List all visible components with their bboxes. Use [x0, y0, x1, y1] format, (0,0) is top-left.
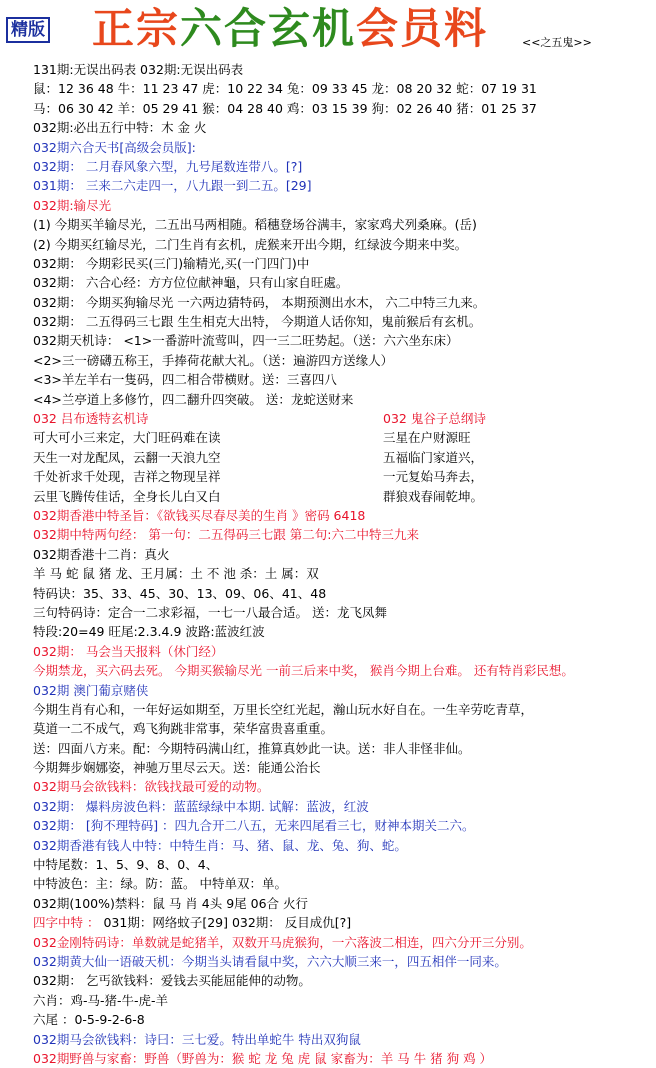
text-line: 032期(100%)禁料：鼠 马 肖 4头 9尾 06合 火行	[33, 895, 309, 911]
text-line: 特段:20=49 旺尾:2.3.4.9 波路:蓝波红波	[33, 624, 265, 640]
text-line: 鼠：12 36 48 牛：11 23 47 虎：10 22 34 兔：09 33 45 龙：08 20 32 蛇：07 19 31	[33, 81, 537, 97]
text-line: 032期:必出五行中特：木 金 火	[33, 120, 207, 136]
text-line: 032期： 乞丐欲钱料：爱钱去买能屈能伸的动物。	[33, 973, 311, 989]
text-line: 六尾 ：0-5-9-2-6-8	[33, 1012, 145, 1028]
text-line	[33, 487, 653, 506]
text-line: 羊 马 蛇 鼠 猪 龙、王月属：土 不 池 杀：土 属：双	[33, 566, 319, 582]
text-line: <4>兰亭道上多修竹，四二翻升四突破。 送：龙蛇送财来	[33, 391, 354, 407]
text-line: 今期生肖有心和，一年好运如期至，万里长空红光起，瀚山玩水好自在。一生辛劳吃青草，	[33, 701, 534, 717]
title-segment: 六合玄机	[180, 4, 357, 53]
text-line: (2) 今期买红输尽光，二门生肖有玄机，虎猴来开出今期，红绿波今期来中奖。	[33, 236, 468, 252]
column-left-text: 云里飞腾传佳话，全身长儿白又白	[33, 488, 221, 504]
page-title	[92, 4, 488, 54]
text-line: 032期中特两句经： 第一句：二五得码三七跟 第二句:六二中特三九来	[33, 527, 420, 543]
column-right-text: 一元复始马奔去，	[383, 469, 484, 485]
text-line	[33, 448, 653, 467]
text-line: 032期： 二五得码三七跟 生生相克大出特， 今期道人话你知，鬼前猴后有玄机。	[33, 314, 482, 330]
text-line: 032期香港中特圣旨：《欲钱买尽春尽美的生肖 》密码 6418	[33, 507, 366, 523]
text-segment: 131期:无误出码表	[33, 62, 137, 77]
text-line: 今期禁龙，买六码去死。 今期买猴输尽光 一前三后来中奖， 猴肖今期上台难。 还有特肖彩民想。	[33, 663, 574, 679]
edition-badge: 精版	[6, 17, 50, 43]
text-line: 032期： 二月春风象六型，九号尾数连带八。[?]	[33, 158, 303, 174]
title-segment: 会员料	[356, 4, 489, 53]
text-line: 032期黄大仙一语破天机：今期当头请看鼠中奖，六六大顺三来一，四五相伴一同来。	[33, 953, 507, 969]
header-tag: <<之五鬼>>	[522, 36, 592, 49]
text-line: 032期： 爆料房波色料：蓝蓝绿绿中本期. 试解：蓝波，红波	[33, 798, 369, 814]
text-line: 032期野兽与家畜：野兽（野兽为：猴 蛇 龙 兔 虎 鼠 家畜为：羊 马 牛 猪 狗 鸡 ）	[33, 1050, 493, 1066]
column-right-text: 群狼戏春闹乾坤。	[383, 488, 484, 504]
column-left-text: 032 吕布透特玄机诗	[33, 411, 149, 427]
text-line	[33, 409, 653, 428]
text-line: 032期马会欲钱料：诗曰：三七爱。特出单蛇牛 特出双狗鼠	[33, 1031, 361, 1047]
text-line: 今期舞步娴娜姿，神驰万里尽云天。送：能通公治长	[33, 760, 321, 776]
column-left-text: 千处祈求千处现，吉祥之物现呈祥	[33, 469, 221, 485]
text-line: <3>羊左羊右一隻码，四二相合带横财。送：三喜四八	[33, 372, 337, 388]
text-segment: 032期:无误出码表	[136, 62, 244, 77]
text-line: 032期香港有钱人中特：中特生肖：马、猪、鼠、龙、兔、狗、蛇。	[33, 837, 407, 853]
text-line: 032期香港十二肖：真火	[33, 546, 170, 562]
column-left-text: 天生一对龙配凤，云翻一天浪九空	[33, 449, 221, 465]
text-line: 特码诀：35、33、45、30、13、09、06、41、48	[33, 585, 327, 601]
column-right-text: 五福临门家道兴，	[383, 449, 484, 465]
text-line: 中特波色：主：绿。防：蓝。 中特单双：单。	[33, 876, 287, 892]
text-line: 031期： 三来二六走四一，八九跟一到二五。[29]	[33, 178, 312, 194]
text-line: 莫道一二不成气，鸡飞狗跳非常事，荣华富贵喜重重。	[33, 721, 334, 737]
title-segment: 正宗	[92, 4, 181, 53]
text-line: 032期马会欲钱料：欲钱找最可爱的动物。	[33, 779, 270, 795]
text-line: 马：06 30 42 羊：05 29 41 猴：04 28 40 鸡：03 15 39 狗：02 26 40 猪：01 25 37	[33, 100, 537, 116]
page-header	[0, 0, 656, 60]
text-line	[33, 428, 653, 447]
content-body	[33, 60, 653, 1068]
text-line: 三句特码诗：定合一二求彩福，一七一八最合适。 送：龙飞凤舞	[33, 604, 387, 620]
text-line	[33, 467, 653, 486]
text-line: (1) 今期买羊输尽光，二五出马两相随。稻穗登场谷满丰，家家鸡犬列桑麻。(岳)	[33, 217, 477, 233]
text-line: 032期： [狗不理特码] ：四九合开二八五，无来四尾看三七，财神本期关二六。	[33, 818, 475, 834]
text-line	[33, 913, 653, 932]
text-line: 032期： 今期彩民买(三门)输精光,买(一门四门)中	[33, 255, 310, 271]
text-line: 032期 澳门葡京赌侠	[33, 682, 149, 698]
text-segment: 031期：网络蚊子[29] 032期： 反目成仇[?]	[99, 915, 352, 931]
text-line: 六肖：鸡-马-猪-牛-虎-羊	[33, 992, 169, 1008]
column-left-text: 可大可小三来定，大门旺码难在读	[33, 430, 221, 446]
text-line: 中特尾数：1、5、9、8、0、4、	[33, 857, 219, 873]
text-line: <2>三一磅礴五称王，手捧荷花献大礼。（送：遍游四方送缘人）	[33, 352, 394, 368]
text-line: 032期:输尽光	[33, 197, 112, 213]
text-line: 送：四面八方来。配：今期特码满山红，推算真妙此一诀。送：非人非怪非仙。	[33, 740, 471, 756]
text-line: 032期： 今期买狗输尽光 一六两边猜特码， 本期预测出水木， 六二中特三九来。	[33, 294, 486, 310]
text-line: 032金刚特码诗：单数就是蛇猪羊，双数开马虎猴狗，一六落波二相连，四六分开三分别。	[33, 934, 532, 950]
column-right-text: 032 鬼谷子总纲诗	[383, 411, 486, 427]
text-segment: 四字中特 ：	[33, 915, 100, 931]
text-line: 032期： 马会当天报料（休门经）	[33, 643, 224, 659]
text-line	[33, 60, 653, 79]
column-right-text: 三星在户财源旺	[383, 430, 471, 446]
text-line: 032期： 六合心经：方方位位献神龜，只有山家自旺處。	[33, 275, 349, 291]
text-line: 032期六合天书[高级会员版]:	[33, 139, 196, 155]
text-line: 032期天机诗： <1>一番游叶流莺叫，四一三二旺势起。（送：六六坐东床）	[33, 333, 459, 349]
